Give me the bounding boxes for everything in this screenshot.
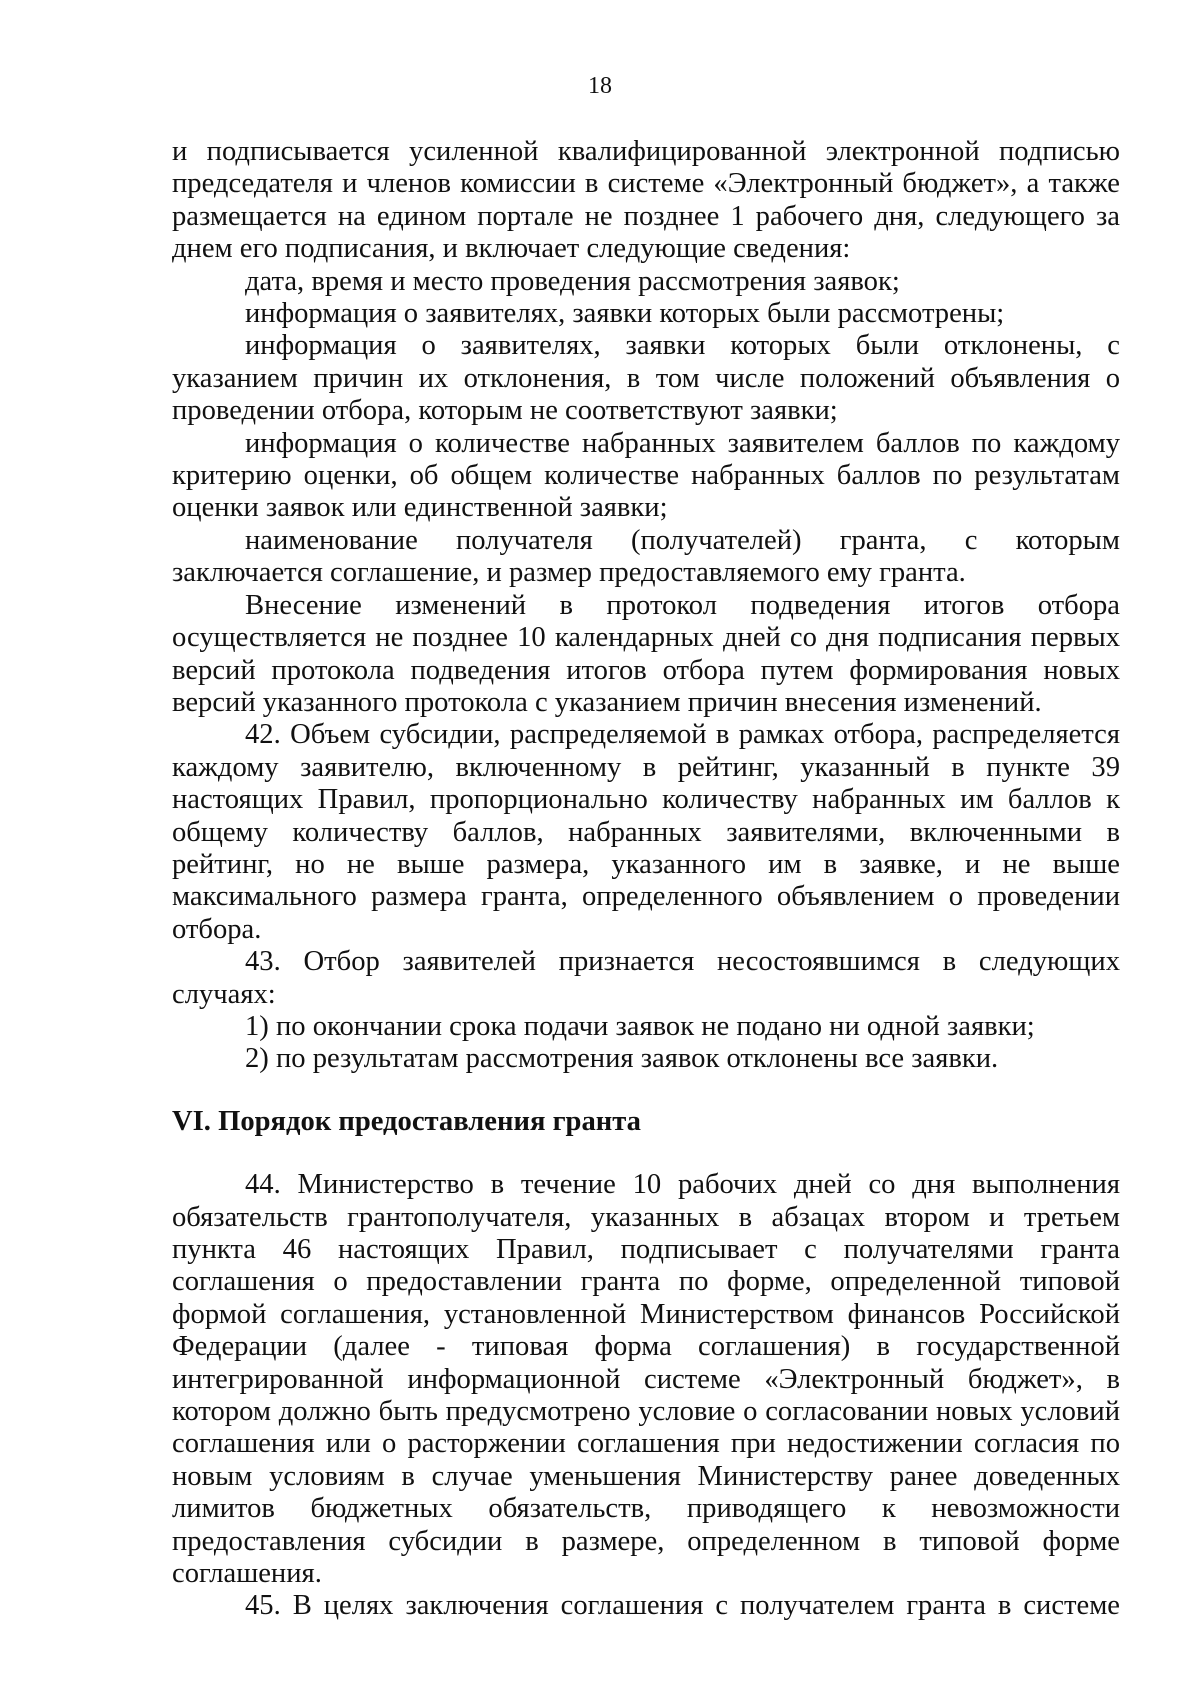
paragraph-42: 42. Объем субсидии, распределяемой в рамках отбора, распределяется каждому заявителю, включенному в рейтинг, указанный в пункте 39 настоящих Правил, пропорционально количеству набранных им баллов к общему количеству баллов, набранных заявителями, включенными в рейтинг, но не выше размера, указанного им в заявке, и не выше максимального размера гранта, определенного объявлением о проведении отбора. bbox=[172, 719, 1120, 945]
section-heading: VI. Порядок предоставления гранта bbox=[172, 1105, 641, 1137]
list-item-scores: информация о количестве набранных заявителем баллов по каждому критерию оценки, об общем количестве набранных баллов по результатам оценки заявок или единственной заявки; bbox=[172, 427, 1120, 524]
page-number: 18 bbox=[588, 73, 612, 99]
list-item-reviewed-applicants: информация о заявителях, заявки которых были рассмотрены; bbox=[245, 298, 1005, 330]
document-body bbox=[172, 136, 1120, 1623]
paragraph-43-item-1: 1) по окончании срока подачи заявок не подано ни одной заявки; bbox=[245, 1010, 1035, 1042]
paragraph-45: 45. В целях заключения соглашения с получателем гранта в системе bbox=[245, 1590, 1120, 1622]
paragraph-protocol-intro: и подписывается усиленной квалифицированной электронной подписью председателя и членов комиссии в системе «Электронный бюджет», а также размещается на едином портале не позднее 1 рабочего дня, следующего за днем его подписания, и включает следующие сведения: bbox=[172, 136, 1120, 265]
list-item-date-time-place: дата, время и место проведения рассмотрения заявок; bbox=[245, 265, 900, 297]
paragraph-43: 43. Отбор заявителей признается несостоявшимся в следующих случаях: bbox=[172, 946, 1120, 1010]
list-item-grant-recipient: наименование получателя (получателей) гранта, с которым заключается соглашение, и размер предоставляемого ему гранта. bbox=[172, 524, 1120, 589]
paragraph-protocol-changes: Внесение изменений в протокол подведения итогов отбора осуществляется не позднее 10 календарных дней со дня подписания первых версий протокола подведения итогов отбора путем формирования новых версий указанного протокола с указанием причин внесения изменений. bbox=[172, 589, 1120, 718]
list-item-rejected-applicants: информация о заявителях, заявки которых были отклонены, с указанием причин их отклонения, в том числе положений объявления о проведении отбора, которым не соответствуют заявки; bbox=[172, 330, 1120, 427]
paragraph-44: 44. Министерство в течение 10 рабочих дней со дня выполнения обязательств грантополучателя, указанных в абзацах втором и третьем пункта 46 настоящих Правил, подписывает с получателями гранта соглашения о предоставлении гранта по форме, определенной типовой формой соглашения, установленной Министерством финансов Российской Федерации (далее - типовая форма соглашения) в государственной интегрированной информационной системе «Электронный бюджет», в котором должно быть предусмотрено условие о согласовании новых условий соглашения или о расторжении соглашения при недостижении согласия по новым условиям в случае уменьшения Министерству ранее доведенных лимитов бюджетных обязательств, приводящего к невозможности предоставления субсидии в размере, определенном в типовой форме соглашения. bbox=[172, 1169, 1120, 1590]
paragraph-43-item-2: 2) по результатам рассмотрения заявок отклонены все заявки. bbox=[245, 1043, 999, 1075]
